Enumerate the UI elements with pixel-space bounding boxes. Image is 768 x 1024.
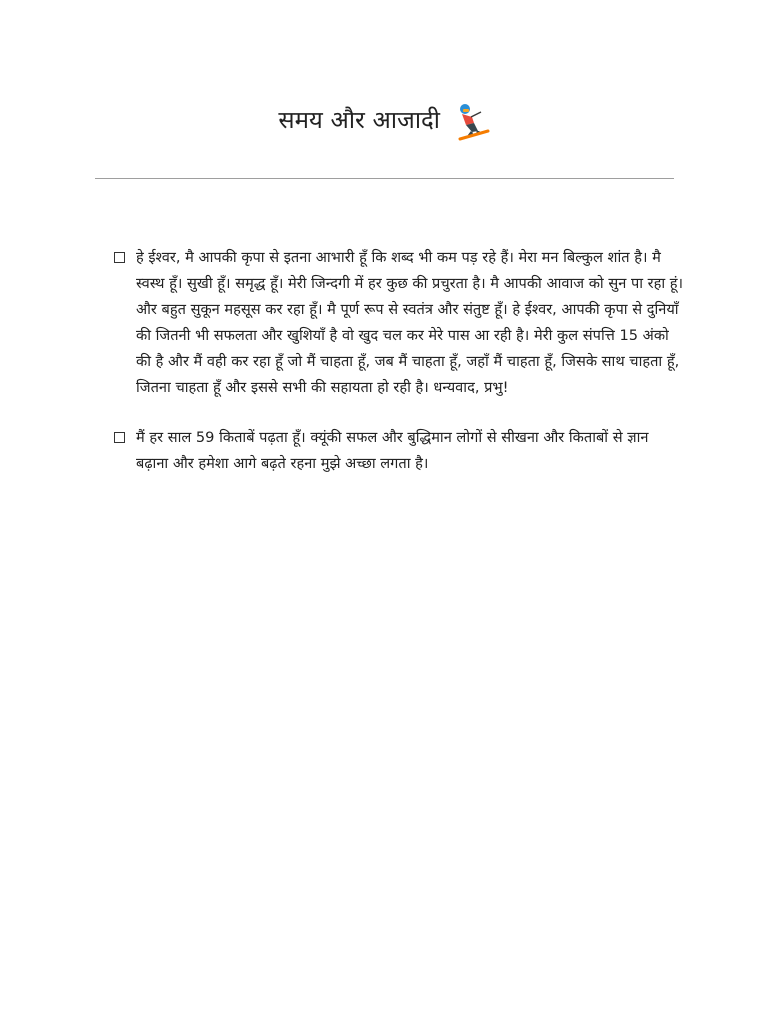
title-row	[0, 96, 768, 144]
checklist	[114, 245, 684, 501]
skier-icon	[454, 101, 490, 141]
checklist-item-text: हे ईश्वर, मै आपकी कृपा से इतना आभारी हूँ कि शब्द भी कम पड़ रहे हैं। मेरा मन बिल्कुल शांत है। मै स्वस्थ हूँ। सुखी हूँ। समृद्ध हूँ। मेरी जिन्दगी में हर कुछ की प्रचुरता है। मै आपकी आवाज को सुन पा रहा हूं। और बहुत सुकून महसूस कर रहा हूँ। मै पूर्ण रूप से स्वतंत्र और संतुष्ट हूँ। हे ईश्वर, आपकी कृपा से दुनियाँ की जितनी भी सफलता और खुशियाँ है वो खुद चल कर मेरे पास आ रही है। मेरी कुल संपत्ति 15 अंको की है और मैं वही कर रहा हूँ जो मैं चाहता हूँ, जब मैं चाहता हूँ, जहाँ मैं चाहता हूँ, जिसके साथ चाहता हूँ, जितना चाहता हूँ और इससे सभी की सहायता हो रही है। धन्यवाद, प्रभु!	[136, 249, 684, 396]
checklist-item-text: मैं हर साल 59 किताबें पढ़ता हूँ। क्यूंकी सफल और बुद्धिमान लोगों से सीखना और किताबों से ज्ञान बढ़ाना और हमेशा आगे बढ़ते रहना मुझे अच्छा लगता है।	[136, 429, 649, 472]
page-title: समय और आजादी	[278, 106, 440, 134]
checkbox[interactable]	[114, 252, 125, 263]
checklist-item	[114, 245, 684, 401]
checkbox[interactable]	[114, 432, 125, 443]
title-divider	[95, 178, 674, 179]
checklist-item	[114, 425, 684, 477]
